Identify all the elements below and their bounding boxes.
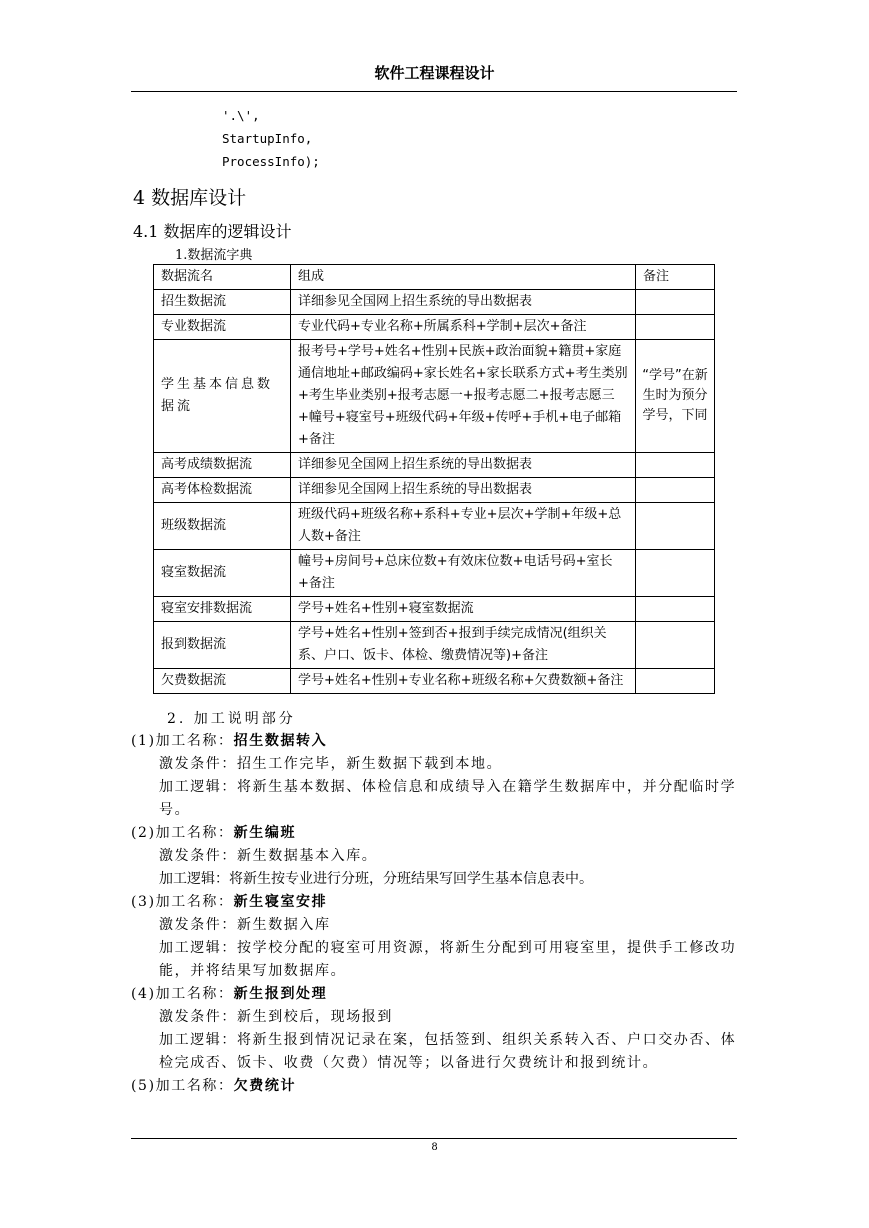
- note-cell: [636, 550, 715, 597]
- table-row: [154, 315, 715, 340]
- trigger-condition: 激发条件：招生工作完毕，新生数据下载到本地。: [159, 756, 503, 772]
- flow-name-cell: 欠费数据流: [154, 669, 291, 694]
- data-flow-dictionary-table: [153, 264, 715, 694]
- trigger-condition: 激发条件：新生数据基本入库。: [159, 848, 378, 864]
- column-header: 备注: [636, 265, 715, 290]
- table-row: [154, 550, 715, 597]
- note-cell: [636, 290, 715, 315]
- flow-name-cell: 招生数据流: [154, 290, 291, 315]
- table-row: [154, 453, 715, 478]
- process-name: 欠费统计: [233, 1078, 297, 1094]
- composition-cell: 详细参见全国网上招生系统的导出数据表: [291, 290, 636, 315]
- table-row: [154, 503, 715, 550]
- composition-cell: 专业代码+专业名称+所属系科+学制+层次+备注: [291, 315, 636, 340]
- note-cell: “学号”在新生时为预分学号，下同: [636, 340, 715, 453]
- composition-cell: 详细参见全国网上招生系统的导出数据表: [291, 453, 636, 478]
- table-row: [154, 669, 715, 694]
- page-number: 8: [431, 1142, 438, 1153]
- process-title: [131, 891, 737, 914]
- subsection-heading: 4.1 数据库的逻辑设计: [133, 222, 292, 241]
- process-name: 新生寝室安排: [233, 894, 328, 910]
- process-name: 新生编班: [233, 825, 297, 841]
- running-header: 软件工程课程设计: [374, 64, 495, 82]
- note-cell: [636, 669, 715, 694]
- composition-cell: 幢号+房间号+总床位数+有效床位数+电话号码+室长+备注: [291, 550, 636, 597]
- process-label: (5)加工名称：: [131, 1078, 234, 1094]
- table-row: [154, 340, 715, 453]
- footer-divider: [131, 1138, 737, 1139]
- trigger-condition: 激发条件：新生到校后，现场报到: [159, 1009, 393, 1025]
- process-title: [131, 730, 737, 753]
- composition-cell: 班级代码+班级名称+系科+专业+层次+学制+年级+总人数+备注: [291, 503, 636, 550]
- composition-cell: 详细参见全国网上招生系统的导出数据表: [291, 478, 636, 503]
- section-heading: 4 数据库设计: [133, 187, 247, 209]
- note-cell: [636, 478, 715, 503]
- note-cell: [636, 597, 715, 622]
- flow-name-cell: 寝室安排数据流: [154, 597, 291, 622]
- table-row: [154, 622, 715, 669]
- note-cell: [636, 503, 715, 550]
- process-title: [131, 822, 737, 845]
- process-label: (3)加工名称：: [131, 894, 234, 910]
- process-name: 新生报到处理: [233, 986, 328, 1002]
- flow-name-cell: 寝室数据流: [154, 550, 291, 597]
- process-label: (2)加工名称：: [131, 825, 234, 841]
- flow-name-cell: 报到数据流: [154, 622, 291, 669]
- table-header-row: [154, 265, 715, 290]
- list-item-heading: 1.数据流字典: [175, 248, 253, 263]
- table-row: [154, 478, 715, 503]
- flow-name-cell: 学生基本信息数据流: [154, 340, 291, 453]
- list-item-heading: 2. 加工说明部分: [167, 711, 296, 727]
- process-logic: 加工逻辑：将新生按专业进行分班，分班结果写回学生基本信息表中。: [159, 871, 593, 887]
- composition-cell: 学号+姓名+性别+签到否+报到手续完成情况(组织关系、户口、饭卡、体检、缴费情况等)+备注: [291, 622, 636, 669]
- column-header: 数据流名: [154, 265, 291, 290]
- code-line: '.\',: [222, 108, 260, 123]
- process-logic: 加工逻辑：按学校分配的寝室可用资源，将新生分配到可用寝室里，提供手工修改功能，并将结果写加数据库。: [159, 940, 737, 979]
- flow-name-cell: 高考体检数据流: [154, 478, 291, 503]
- code-line: ProcessInfo);: [222, 154, 320, 169]
- flow-name-cell: 班级数据流: [154, 503, 291, 550]
- composition-cell: 报考号+学号+姓名+性别+民族+政治面貌+籍贯+家庭通信地址+邮政编码+家长姓名+家长联系方式+考生类别+考生毕业类别+报考志愿一+报考志愿二+报考志愿三+幢号+寝室号+班级代码+年级+传呼+手机+电子邮箱+备注: [291, 340, 636, 453]
- flow-name-cell: 高考成绩数据流: [154, 453, 291, 478]
- process-label: (4)加工名称：: [131, 986, 234, 1002]
- process-logic: 加工逻辑：将新生基本数据、体检信息和成绩导入在籍学生数据库中，并分配临时学号。: [159, 779, 737, 818]
- process-label: (1)加工名称：: [131, 733, 234, 749]
- note-cell: [636, 453, 715, 478]
- table-row: [154, 290, 715, 315]
- note-cell: [636, 315, 715, 340]
- note-cell: [636, 622, 715, 669]
- column-header: 组成: [291, 265, 636, 290]
- process-name: 招生数据转入: [233, 733, 328, 749]
- trigger-condition: 激发条件：新生数据入库: [159, 917, 331, 933]
- process-description-block: [131, 730, 737, 1098]
- composition-cell: 学号+姓名+性别+专业名称+班级名称+欠费数额+备注: [291, 669, 636, 694]
- composition-cell: 学号+姓名+性别+寝室数据流: [291, 597, 636, 622]
- process-logic: 加工逻辑：将新生报到情况记录在案，包括签到、组织关系转入否、户口交办否、体检完成否、饭卡、收费（欠费）情况等；以备进行欠费统计和报到统计。: [159, 1032, 737, 1071]
- flow-name-cell: 专业数据流: [154, 315, 291, 340]
- process-title: [131, 1075, 737, 1098]
- table-row: [154, 597, 715, 622]
- process-title: [131, 983, 737, 1006]
- header-divider: [131, 91, 737, 92]
- code-line: StartupInfo,: [222, 131, 313, 146]
